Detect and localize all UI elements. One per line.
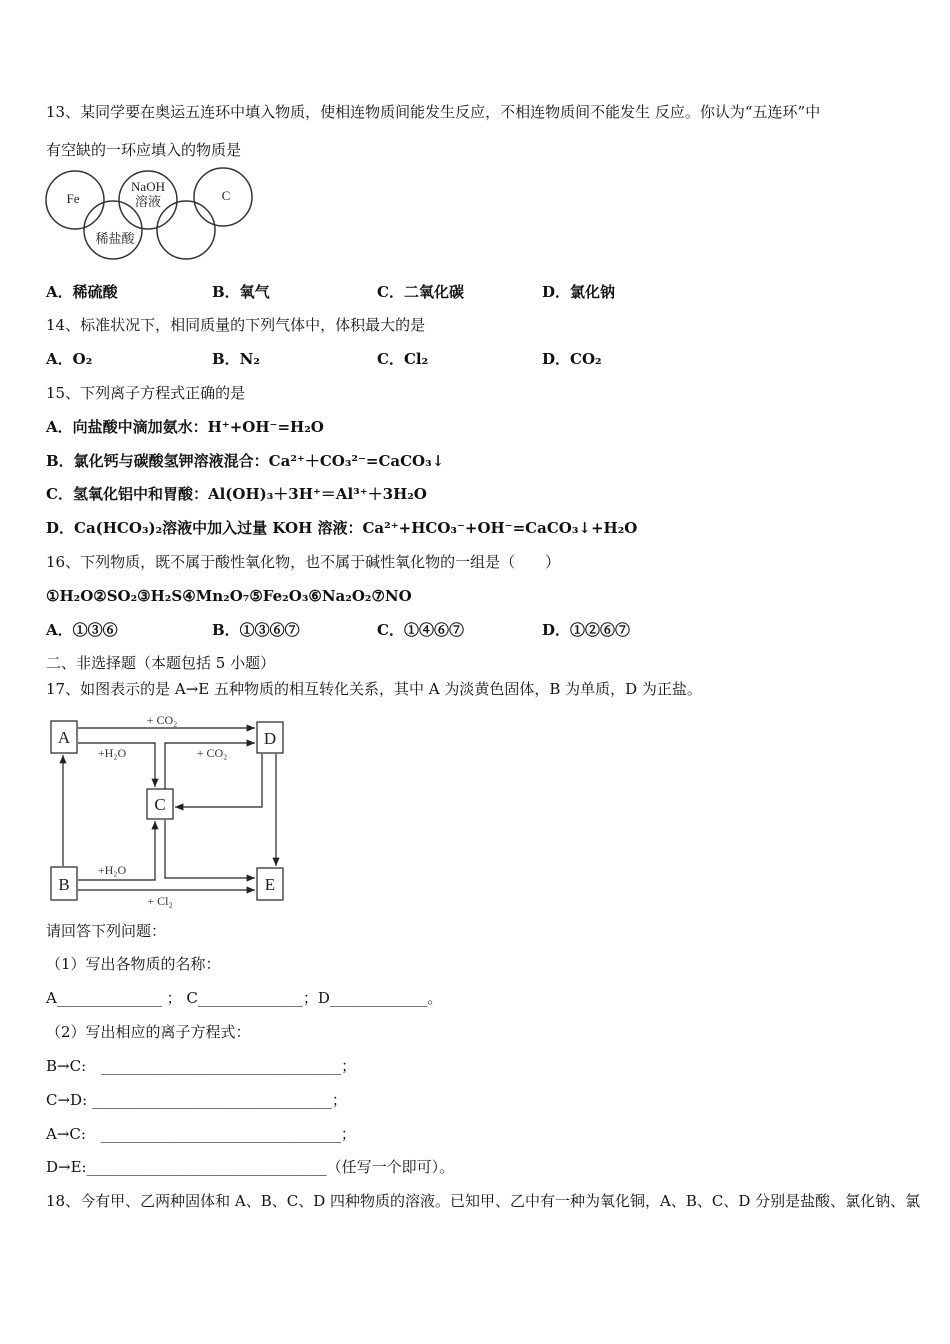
label-c-d: + CO₂: [196, 746, 228, 760]
q13-stem-line1: 13、某同学要在奥运五连环中填入物质，使相连物质间能发生反应，不相连物质间不能发生 反应。你认为“五连环”中: [46, 103, 821, 121]
q17-part2-a-c[interactable]: A→C: ________________________________；: [46, 1125, 356, 1143]
ring-label-hcl: 稀盐酸: [95, 231, 135, 246]
node-b-label: B: [58, 875, 70, 894]
ring-label-solution: 溶液: [134, 194, 162, 209]
q16-option-d[interactable]: D．①②⑥⑦: [542, 621, 631, 639]
q14-option-d[interactable]: D．CO₂: [542, 350, 602, 368]
q13-option-d[interactable]: D．氯化钠: [542, 283, 616, 301]
q16-option-b[interactable]: B．①③⑥⑦: [212, 621, 300, 639]
q17-part2-b-c[interactable]: B→C: ________________________________；: [46, 1057, 357, 1075]
q17-part1-blanks[interactable]: A______________ ； C______________；D_____________。: [46, 989, 443, 1007]
label-b-e: + Cl₂: [147, 894, 173, 908]
node-c-label: C: [154, 795, 166, 814]
q15-option-c[interactable]: C．氢氧化铝中和胃酸：Al(OH)₃＋3H⁺＝Al³⁺＋3H₂O: [46, 485, 427, 503]
q13-option-a[interactable]: A．稀硫酸: [46, 283, 118, 301]
q15-option-b[interactable]: B．氯化钙与碳酸氢钾溶液混合：Ca²⁺＋CO₃²⁻=CaCO₃↓: [46, 452, 445, 470]
node-a-label: A: [57, 728, 71, 747]
q16-option-a[interactable]: A．①③⑥: [46, 621, 118, 639]
q15-stem: 15、下列离子方程式正确的是: [46, 384, 246, 402]
q18-stem: 18、今有甲、乙两种固体和 A、B、C、D 四种物质的溶液。已知甲、乙中有一种为氧化铜，A、B、C、D 分别是盐酸、氯化钠、氯: [46, 1192, 921, 1210]
ring-label-naoh: NaOH: [131, 179, 165, 194]
q17-prompt: 请回答下列问题：: [46, 922, 167, 940]
q17-part2: （2）写出相应的离子方程式：: [46, 1023, 251, 1041]
q16-stem: 16、下列物质，既不属于酸性氧化物，也不属于碱性氧化物的一组是（ ）: [46, 553, 561, 571]
q17-part2-d-e[interactable]: D→E:________________________________（任写一个即可）。: [46, 1158, 455, 1176]
q13-option-c[interactable]: C．二氧化碳: [377, 283, 464, 301]
node-e-label: E: [264, 875, 276, 894]
ring-label-fe: Fe: [66, 191, 80, 206]
q17-part1: （1）写出各物质的名称：: [46, 955, 221, 973]
q17-part2-c-d[interactable]: C→D: ________________________________；: [46, 1091, 347, 1109]
arrow-d-to-c: [175, 754, 262, 807]
q16-option-c[interactable]: C．①④⑥⑦: [377, 621, 464, 639]
section-2-heading: 二、非选择题（本题包括 5 小题）: [46, 654, 276, 672]
label-a-d: + CO₂: [146, 713, 178, 727]
label-a-c: +H₂O: [97, 746, 127, 760]
q14-option-c[interactable]: C．Cl₂: [377, 350, 429, 368]
q15-option-d[interactable]: D．Ca(HCO₃)₂溶液中加入过量 KOH 溶液：Ca²⁺+HCO₃⁻+OH⁻=CaCO₃↓+H₂O: [46, 519, 638, 537]
arrow-c-to-e: [165, 820, 255, 878]
q14-option-a[interactable]: A．O₂: [46, 350, 93, 368]
q14-option-b[interactable]: B．N₂: [212, 350, 260, 368]
q13-option-b[interactable]: B．氧气: [212, 283, 270, 301]
q15-option-a[interactable]: A．向盐酸中滴加氨水：H⁺+OH⁻=H₂O: [46, 418, 324, 436]
q13-stem-line2: 有空缺的一环应填入的物质是: [46, 141, 242, 159]
q16-items: ①H₂O②SO₂③H₂S④Mn₂O₇⑤Fe₂O₃⑥Na₂O₂⑦NO: [46, 587, 412, 605]
node-d-label: D: [263, 729, 277, 748]
q17-stem: 17、如图表示的是 A→E 五种物质的相互转化关系，其中 A 为淡黄色固体，B 为单质，D 为正盐。: [46, 680, 702, 698]
ring-label-c: C: [221, 188, 231, 203]
q14-stem: 14、标准状况下，相同质量的下列气体中，体积最大的是: [46, 316, 426, 334]
label-b-c: +H₂O: [97, 863, 127, 877]
